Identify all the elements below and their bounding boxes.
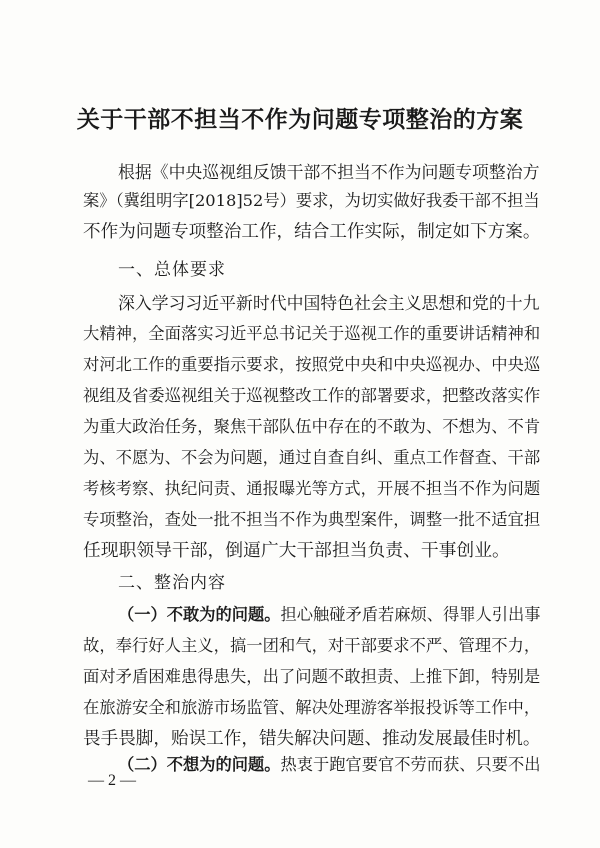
- subsection-heading: （二）不想为的问题。: [118, 755, 281, 774]
- paragraph-line: 大精神，全面落实习近平总书记关于巡视工作的重要讲话精神和: [83, 324, 541, 343]
- document-title: 关于干部不担当不作为问题专项整治的方案: [76, 106, 524, 133]
- paragraph-line: 故，奉行好人主义，搞一团和气，对干部要求不严、管理不力，: [83, 636, 541, 655]
- paragraph-line: 根据《中央巡视组反馈干部不担当不作为问题专项整治方: [118, 162, 540, 182]
- paragraph-line: 专项整治，查处一批不担当不作为典型案件，调整一批不适宜担: [83, 510, 541, 529]
- paragraph-line: （一）不敢为的问题。担心触碰矛盾若麻烦、得罪人引出事: [118, 605, 541, 624]
- paragraph-line: 畏手畏脚，贻误工作，错失解决问题、推动发展最佳时机。: [83, 729, 541, 749]
- paragraph-line: 考核考察、执纪问责、通报曝光等方式，开展不担当不作为问题: [83, 479, 541, 498]
- paragraph-line: 面对矛盾困难患得患失，出了问题不敢担责、上推下卸，特别是: [83, 667, 541, 686]
- page-number: — 2 —: [88, 772, 136, 789]
- section-heading: 二、整治内容: [118, 573, 226, 593]
- paragraph-line: 在旅游安全和旅游市场监管、解决处理游客举报投诉等工作中，: [83, 698, 541, 717]
- paragraph-line: 为、不愿为、不会为问题，通过自查自纠、重点工作督查、干部: [83, 448, 541, 467]
- section-heading: 一、总体要求: [118, 260, 226, 280]
- paragraph-line: （二）不想为的问题。热衷于跑官要官不劳而获、只要不出: [118, 755, 541, 774]
- paragraph-line: 对河北工作的重要指示要求，按照党中央和中央巡视办、中央巡: [83, 355, 541, 374]
- paragraph-line: 视组及省委巡视组关于巡视整改工作的部署要求，把整改落实作: [83, 386, 541, 405]
- subsection-heading: （一）不敢为的问题。: [118, 605, 281, 624]
- paragraph-line: 任现职领导干部，倒逼广大干部担当负责、干事创业。: [83, 540, 510, 561]
- paragraph-line: 案》（冀组明字[2018]52号）要求，为切实做好我委干部不担当: [83, 191, 540, 210]
- paragraph-line: 为重大政治任务，聚焦干部队伍中存在的不敢为、不想为、不肯: [83, 417, 541, 436]
- paragraph-line: 不作为问题专项整治工作，结合工作实际，制定如下方案。: [83, 222, 541, 242]
- paragraph-line: 深入学习习近平新时代中国特色社会主义思想和党的十九: [118, 293, 540, 313]
